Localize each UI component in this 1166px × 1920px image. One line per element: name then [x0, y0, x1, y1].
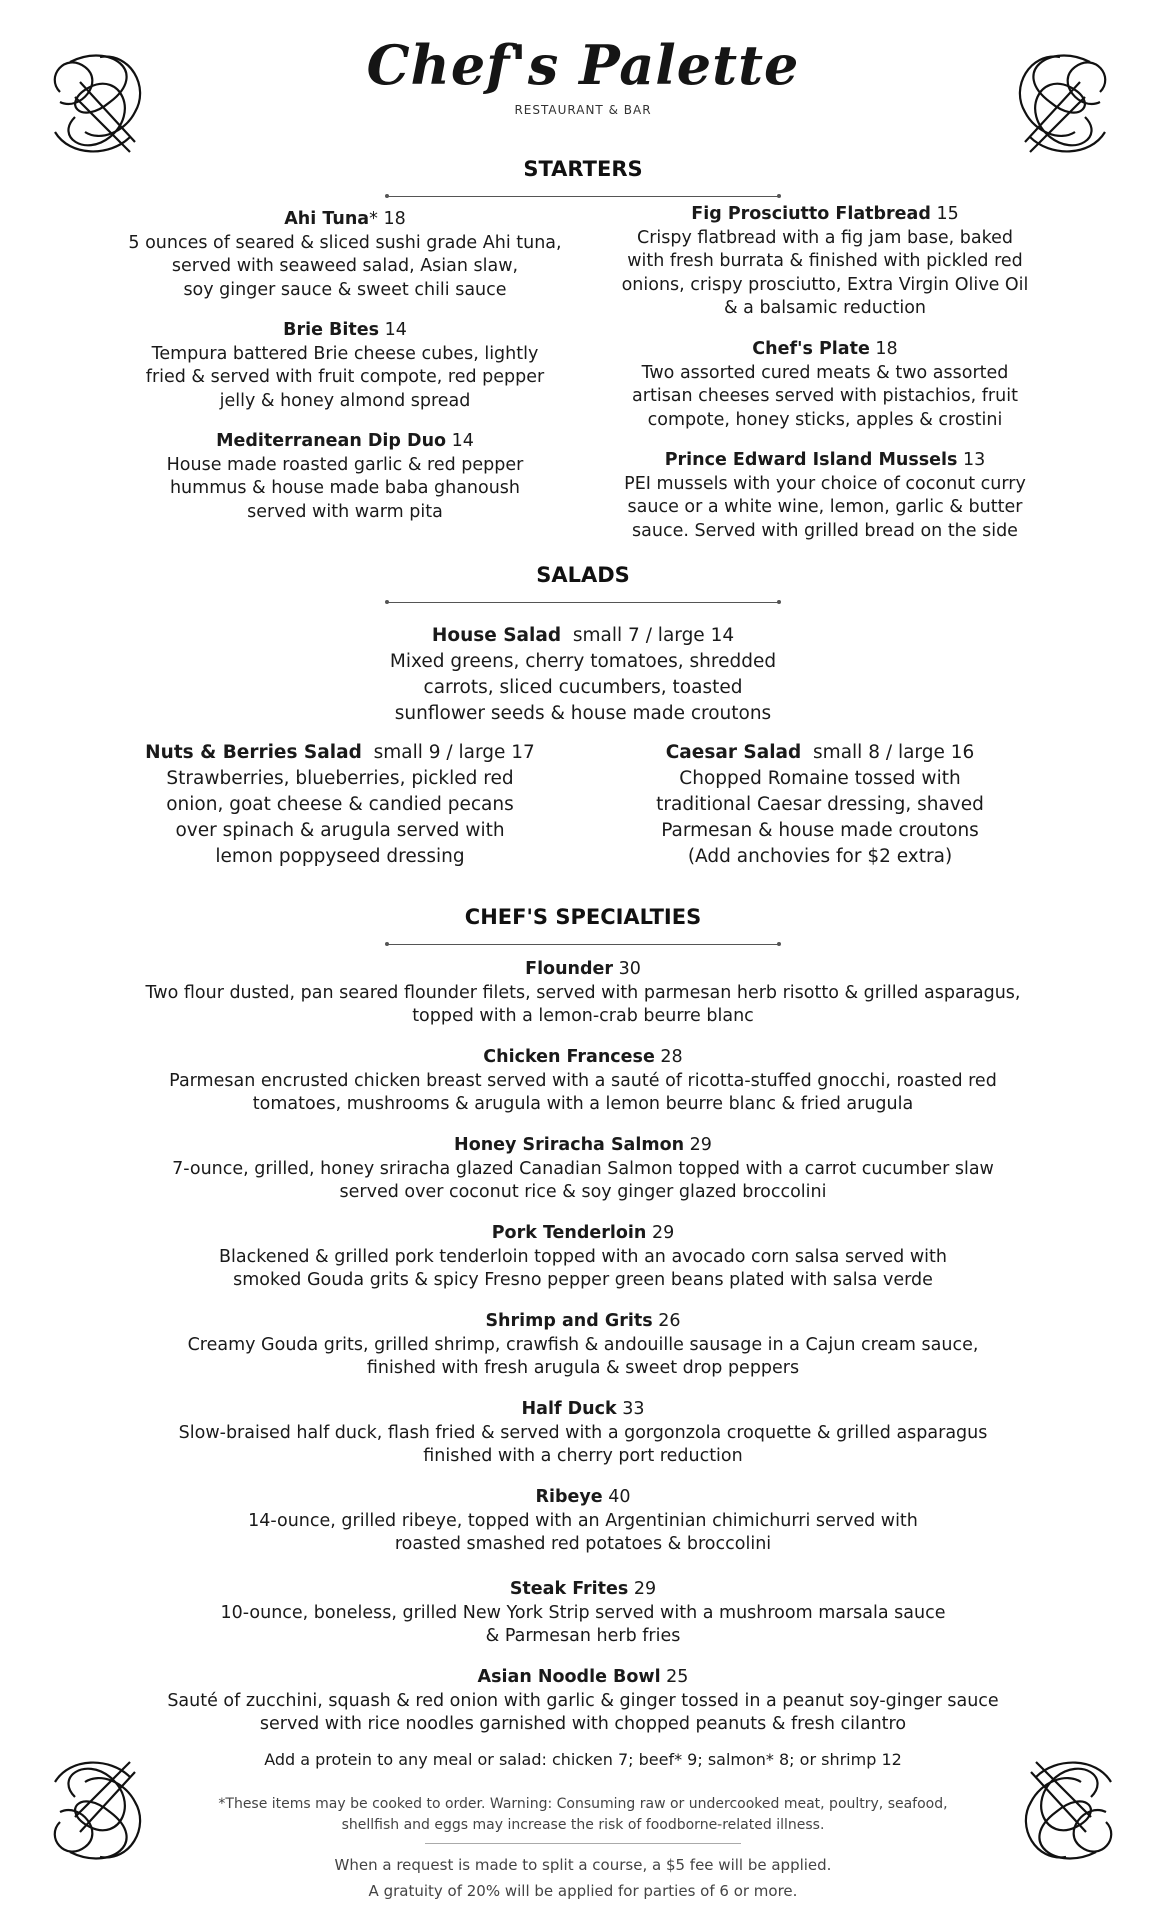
item-description: Parmesan encrusted chicken breast served with a sauté of ricotta-stuffed gnocchi, roasted red tomatoes, mushrooms & arugula with a lemon beurre blanc & fried arugula	[169, 1070, 997, 1114]
item-description: Mixed greens, cherry tomatoes, shredded carrots, sliced cucumbers, toasted sunflower seeds & house made croutons	[389, 651, 777, 724]
item-description: Creamy Gouda grits, grilled shrimp, crawfish & andouille sausage in a Cajun cream sauce, finished with fresh arugula & sweet drop peppers	[187, 1334, 979, 1378]
item-description: 7-ounce, grilled, honey sriracha glazed Canadian Salmon topped with a carrot cucumber slaw served over coconut rice & soy ginger glazed broccolini	[172, 1158, 994, 1202]
item-description: Sauté of zucchini, squash & red onion with garlic & ginger tossed in a peanut soy-ginger sauce served with rice noodles garnished with chopped peanuts & fresh cilantro	[167, 1690, 999, 1734]
brand-subtitle: RESTAURANT & BAR	[514, 103, 652, 118]
item-description: PEI mussels with your choice of coconut curry sauce or a white wine, lemon, garlic & butter sauce. Served with grilled bread on the side	[624, 473, 1026, 541]
footer-divider	[425, 1843, 741, 1844]
menu-item-house-salad: House Salad small 7 / large 14 Mixed greens, cherry tomatoes, shredded carrots, sliced cucumbers, toasted sunflower seeds & house made croutons	[333, 623, 833, 727]
split-fee-note: When a request is made to split a course, a $5 fee will be applied.	[334, 1856, 832, 1874]
policy-notes	[0, 1852, 1166, 1904]
section-title-salads: SALADS	[536, 563, 630, 587]
item-description: Slow-braised half duck, flash fried & served with a gorgonzola croquette & grilled asparagus finished with a cherry port reduction	[178, 1422, 988, 1466]
menu-item-fig-prosciutto-flatbread: Fig Prosciutto Flatbread 15 Crispy flatbread with a fig jam base, baked with fresh burrata & finished with pickled red onions, crispy prosciutto, Extra Virgin Olive Oil & a balsamic reduction	[585, 203, 1065, 321]
menu-item-nuts-berries-salad: Nuts & Berries Salad small 9 / large 17 Strawberries, blueberries, pickled red onion, goat cheese & candied pecans over spinach & arugula served with lemon poppyseed dressing	[120, 740, 560, 870]
section-divider	[387, 944, 779, 945]
item-description: House made roasted garlic & red pepper hummus & house made baba ghanoush served with warm pita	[166, 454, 524, 522]
section-title-specialties: CHEF'S SPECIALTIES	[464, 905, 702, 929]
item-description: 10-ounce, boneless, grilled New York Strip served with a mushroom marsala sauce & Parmesan herb fries	[220, 1602, 946, 1646]
item-description: Blackened & grilled pork tenderloin topped with an avocado corn salsa served with smoked Gouda grits & spicy Fresno pepper green beans plated with salsa verde	[219, 1246, 947, 1290]
item-description: 5 ounces of seared & sliced sushi grade Ahi tuna, served with seaweed salad, Asian slaw, soy ginger sauce & sweet chili sauce	[128, 232, 562, 300]
item-description: 14-ounce, grilled ribeye, topped with an Argentinian chimichurri served with roasted smashed red potatoes & broccolini	[248, 1510, 918, 1554]
menu-item-mediterranean-dip-duo: Mediterranean Dip Duo 14 House made roasted garlic & red pepper hummus & house made baba ghanoush served with warm pita	[100, 430, 590, 524]
item-description: Tempura battered Brie cheese cubes, lightly fried & served with fruit compote, red pepper jelly & honey almond spread	[145, 343, 545, 411]
menu-item-honey-sriracha-salmon: Honey Sriracha Salmon 29 7-ounce, grilled, honey sriracha glazed Canadian Salmon topped with a carrot cucumber slaw served over coconut rice & soy ginger glazed broccolini	[60, 1134, 1106, 1205]
section-divider	[387, 602, 779, 603]
menu-item-ahi-tuna: Ahi Tuna* 18 5 ounces of seared & sliced sushi grade Ahi tuna, served with seaweed salad, Asian slaw, soy ginger sauce & sweet chili sauce	[100, 208, 590, 302]
menu-item-shrimp-and-grits: Shrimp and Grits 26 Creamy Gouda grits, grilled shrimp, crawfish & andouille sausage in a Cajun cream sauce, finished with fresh arugula & sweet drop peppers	[60, 1310, 1106, 1381]
menu-item-steak-frites: Steak Frites 29 10-ounce, boneless, grilled New York Strip served with a mushroom marsala sauce & Parmesan herb fries	[60, 1578, 1106, 1649]
menu-item-ribeye: Ribeye 40 14-ounce, grilled ribeye, topped with an Argentinian chimichurri served with roasted smashed red potatoes & broccolini	[60, 1486, 1106, 1557]
menu-item-caesar-salad: Caesar Salad small 8 / large 16 Chopped Romaine tossed with traditional Caesar dressing, shaved Parmesan & house made croutons (Add anchovies for $2 extra)	[600, 740, 1040, 870]
item-description: Chopped Romaine tossed with traditional Caesar dressing, shaved Parmesan & house made croutons (Add anchovies for $2 extra)	[656, 768, 984, 867]
menu-item-asian-noodle-bowl: Asian Noodle Bowl 25 Sauté of zucchini, squash & red onion with garlic & ginger tossed in a peanut soy-ginger sauce served with rice noodles garnished with chopped peanuts & fresh cilantro	[60, 1666, 1106, 1737]
consumer-warning: *These items may be cooked to order. Warning: Consuming raw or undercooked meat, poultry, seafood, shellfish and eggs may increase the risk of foodborne-related illness.	[218, 1796, 948, 1833]
menu-item-flounder: Flounder 30 Two flour dusted, pan seared flounder filets, served with parmesan herb risotto & grilled asparagus, topped with a lemon-crab beurre blanc	[60, 958, 1106, 1029]
brand-name: Chef's Palette	[366, 33, 800, 97]
item-description: Two assorted cured meats & two assorted artisan cheeses served with pistachios, fruit compote, honey sticks, apples & crostini	[632, 362, 1018, 430]
section-divider	[387, 196, 779, 197]
brand-header	[0, 33, 1166, 118]
item-description: Strawberries, blueberries, pickled red onion, goat cheese & candied pecans over spinach & arugula served with lemon poppyseed dressing	[166, 768, 514, 867]
menu-item-chicken-francese: Chicken Francese 28 Parmesan encrusted chicken breast served with a sauté of ricotta-stuffed gnocchi, roasted red tomatoes, mushrooms & arugula with a lemon beurre blanc & fried arugula	[60, 1046, 1106, 1117]
item-description: Two flour dusted, pan seared flounder filets, served with parmesan herb risotto & grilled asparagus, topped with a lemon-crab beurre blanc	[145, 982, 1021, 1026]
menu-item-chefs-plate: Chef's Plate 18 Two assorted cured meats & two assorted artisan cheeses served with pistachios, fruit compote, honey sticks, apples & crostini	[585, 338, 1065, 432]
menu-item-brie-bites: Brie Bites 14 Tempura battered Brie cheese cubes, lightly fried & served with fruit compote, red pepper jelly & honey almond spread	[100, 319, 590, 413]
protein-add-on-note: Add a protein to any meal or salad: chicken 7; beef* 9; salmon* 8; or shrimp 12	[264, 1750, 902, 1769]
item-description: Crispy flatbread with a fig jam base, baked with fresh burrata & finished with pickled red onions, crispy prosciutto, Extra Virgin Olive Oil & a balsamic reduction	[621, 227, 1029, 318]
menu-item-half-duck: Half Duck 33 Slow-braised half duck, flash fried & served with a gorgonzola croquette & grilled asparagus finished with a cherry port reduction	[60, 1398, 1106, 1469]
menu-item-pork-tenderloin: Pork Tenderloin 29 Blackened & grilled pork tenderloin topped with an avocado corn salsa served with smoked Gouda grits & spicy Fresno pepper green beans plated with salsa verde	[60, 1222, 1106, 1293]
section-title-starters: STARTERS	[523, 157, 643, 181]
gratuity-note: A gratuity of 20% will be applied for parties of 6 or more.	[368, 1882, 798, 1900]
menu-item-pei-mussels: Prince Edward Island Mussels 13 PEI mussels with your choice of coconut curry sauce or a white wine, lemon, garlic & butter sauce. Served with grilled bread on the side	[585, 449, 1065, 543]
